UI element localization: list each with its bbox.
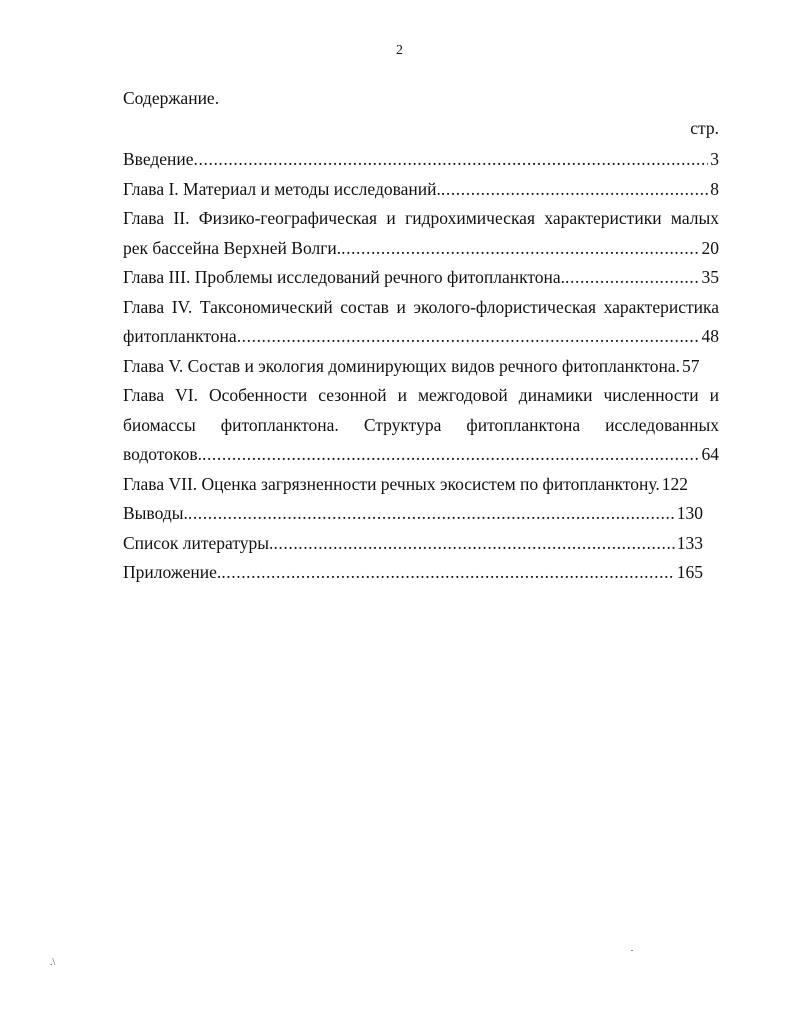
dot-leader bbox=[273, 529, 674, 559]
toc-entry-line: Глава VI. Особенности сезонной и межгодовой динамики численности и bbox=[123, 385, 719, 405]
toc-entry-text: Глава III. Проблемы исследований речного фитопланктона. bbox=[123, 267, 566, 287]
toc-entry-line: биомассы фитопланктона. Структура фитопланктона исследованных bbox=[123, 414, 719, 435]
toc-entry-page: 3 bbox=[710, 149, 719, 169]
toc-entry-text: Глава VII. Оценка загрязненности речных экосистем по фитопланктону. bbox=[123, 473, 660, 494]
dot-leader bbox=[202, 440, 700, 470]
toc-entry-page: 48 bbox=[701, 326, 719, 346]
toc-entry-text: Выводы. bbox=[123, 503, 188, 523]
dot-leader bbox=[237, 322, 700, 352]
toc-entry-line: Глава II. Физико-географическая и гидрохимическая характеристики малых bbox=[123, 208, 719, 228]
toc-entry-chapter-3 bbox=[123, 263, 719, 293]
toc-entry-page: 35 bbox=[701, 267, 719, 287]
toc-entry-page: 130 bbox=[676, 503, 703, 523]
toc-entry-line: Глава IV. Таксономический состав и эколого-флористическая характеристика bbox=[123, 296, 719, 317]
toc-entry-text: Введение bbox=[123, 149, 194, 169]
toc-entry-text: Глава I. Материал и методы исследований. bbox=[123, 178, 441, 199]
scan-speck bbox=[631, 950, 633, 951]
toc-entry-introduction bbox=[123, 145, 719, 175]
toc-entry-page: 64 bbox=[701, 444, 719, 464]
toc-entry-chapter-1 bbox=[123, 175, 719, 205]
toc-entry-chapter-7 bbox=[123, 470, 719, 500]
dot-leader bbox=[441, 175, 708, 205]
page-number: 2 bbox=[396, 43, 403, 58]
toc-entry-page: 8 bbox=[710, 178, 719, 199]
table-of-contents bbox=[123, 145, 719, 588]
toc-entry-references bbox=[123, 529, 703, 559]
toc-entry-text: водотоков. bbox=[123, 444, 202, 464]
toc-entry-chapter-2 bbox=[123, 204, 719, 263]
toc-entry-chapter-5 bbox=[123, 352, 719, 382]
toc-entry-page: 122 bbox=[661, 473, 689, 494]
toc-entry-text: Приложение. bbox=[123, 562, 222, 582]
dot-leader bbox=[194, 145, 709, 175]
toc-entry-chapter-4 bbox=[123, 293, 719, 352]
dot-leader bbox=[341, 234, 699, 264]
toc-entry-conclusions bbox=[123, 499, 703, 529]
toc-entry-page: 165 bbox=[676, 562, 703, 582]
toc-entry-text: рек бассейна Верхней Волги. bbox=[123, 237, 342, 258]
scan-marks: .\ bbox=[50, 957, 56, 968]
dot-leader bbox=[188, 499, 675, 529]
toc-entry-text: фитопланктона bbox=[123, 326, 237, 346]
dot-leader bbox=[565, 263, 699, 293]
toc-entry-text: Глава V. Состав и экология доминирующих видов речного фитопланктона. bbox=[123, 355, 680, 376]
toc-entry-text: Список литературы. bbox=[123, 532, 274, 553]
toc-heading: Содержание. bbox=[123, 88, 220, 108]
dot-leader bbox=[221, 558, 674, 588]
toc-entry-page: 133 bbox=[676, 532, 703, 553]
toc-entry-appendix bbox=[123, 558, 703, 588]
toc-entry-page: 57 bbox=[681, 355, 700, 376]
toc-entry-chapter-6 bbox=[123, 381, 719, 470]
toc-entry-page: 20 bbox=[701, 237, 719, 258]
page-column-label: стр. bbox=[690, 118, 719, 138]
